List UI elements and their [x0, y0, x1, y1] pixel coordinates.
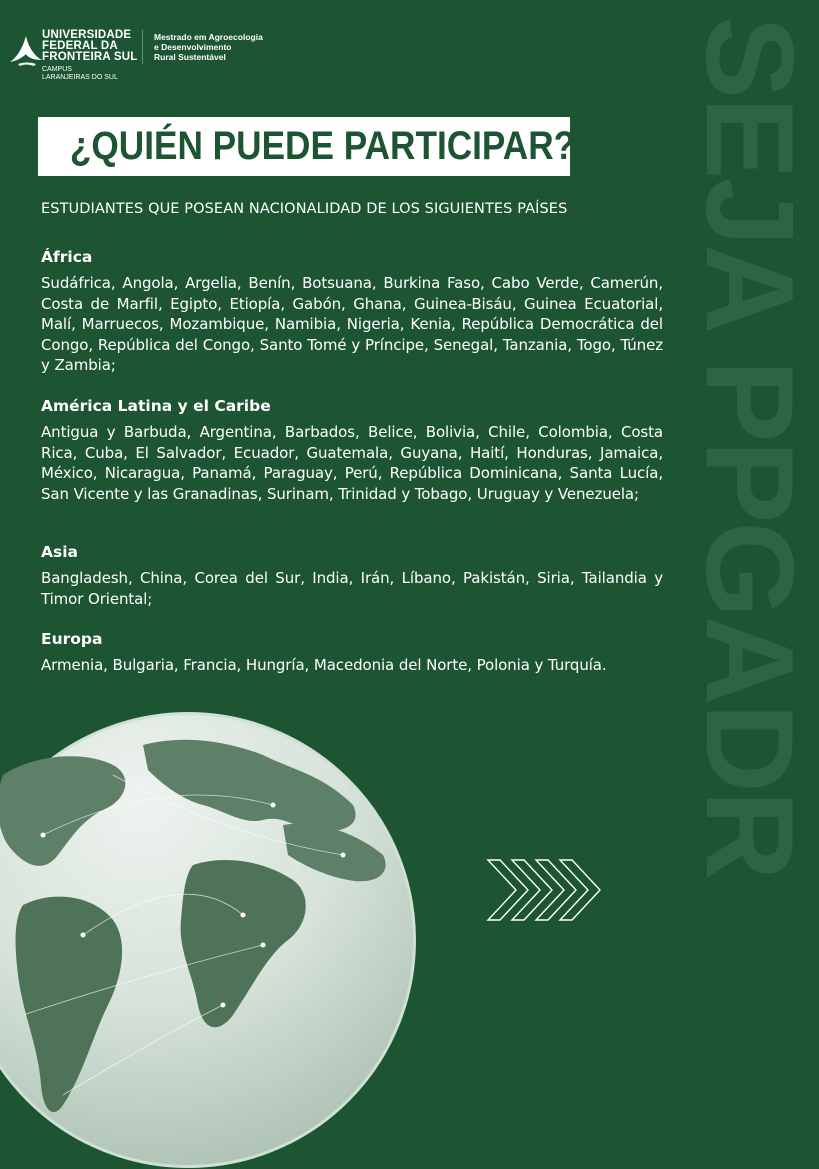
section-heading: Europa: [41, 630, 103, 648]
section-europe: [41, 629, 663, 676]
section-asia: [41, 542, 663, 609]
program-line: e Desenvolvimento: [154, 42, 232, 52]
section-text: Bangladesh, China, Corea del Sur, India, Irán, Líbano, Pakistán, Siria, Tailandia y Timor Oriental;: [41, 569, 663, 608]
watermark-text: SEJA PPGADR: [680, 16, 818, 879]
page-title: ¿QUIÉN PUEDE PARTICIPAR?: [69, 124, 576, 168]
university-line: FRONTEIRA SUL: [42, 51, 138, 63]
campus-line: CAMPUS: [42, 66, 72, 73]
section-text: Antigua y Barbuda, Argentina, Barbados, Belice, Bolivia, Chile, Colombia, Costa Rica, Cuba, El Salvador, Ecuador, Guatemala, Guyana, Haití, Honduras, Jamaica, México, Nicaragua, Panamá, Paraguay, Perú, República Dominicana, Santa Lucía, San Vicente y las Granadinas, Surinam, Trinidad y Tobago, Uruguay y Venezuela;: [41, 423, 663, 503]
section-africa: [41, 247, 663, 376]
section-heading: América Latina y el Caribe: [41, 397, 271, 415]
title-box: [38, 117, 576, 176]
chevrons-right-icon: [486, 858, 604, 922]
campus-line: LARANJEIRAS DO SUL: [42, 74, 118, 81]
university-logo-icon: [8, 28, 44, 68]
globe-image: [0, 712, 416, 1168]
program-line: Rural Sustentável: [154, 52, 226, 62]
university-line: UNIVERSIDADE: [42, 29, 132, 41]
section-latin-america: [41, 396, 663, 504]
header-divider: [142, 30, 143, 64]
program-line: Mestrado em Agroecologia: [154, 32, 263, 42]
vertical-watermark: [680, 16, 818, 1016]
program-name: [154, 32, 263, 62]
section-heading: Asia: [41, 543, 78, 561]
campus-name: [42, 66, 118, 82]
section-heading: África: [41, 248, 93, 266]
university-line: FEDERAL DA: [42, 40, 118, 52]
subtitle: ESTUDIANTES QUE POSEAN NACIONALIDAD DE LOS SIGUIENTES PAÍSES: [41, 201, 568, 217]
section-text: Sudáfrica, Angola, Argelia, Benín, Botsuana, Burkina Faso, Cabo Verde, Camerún, Costa de Marfil, Egipto, Etiopía, Gabón, Ghana, Guinea-Bisáu, Guinea Ecuatorial, Malí, Marruecos, Mozambique, Namibia, Nigeria, Kenia, República Democrática del Congo, República del Congo, Santo Tomé y Príncipe, Senegal, Tanzania, Togo, Túnez y Zambia;: [41, 274, 663, 374]
university-name: [42, 30, 137, 63]
globe-map-icon: [0, 715, 413, 1165]
section-text: Armenia, Bulgaria, Francia, Hungría, Macedonia del Norte, Polonia y Turquía.: [41, 656, 607, 674]
